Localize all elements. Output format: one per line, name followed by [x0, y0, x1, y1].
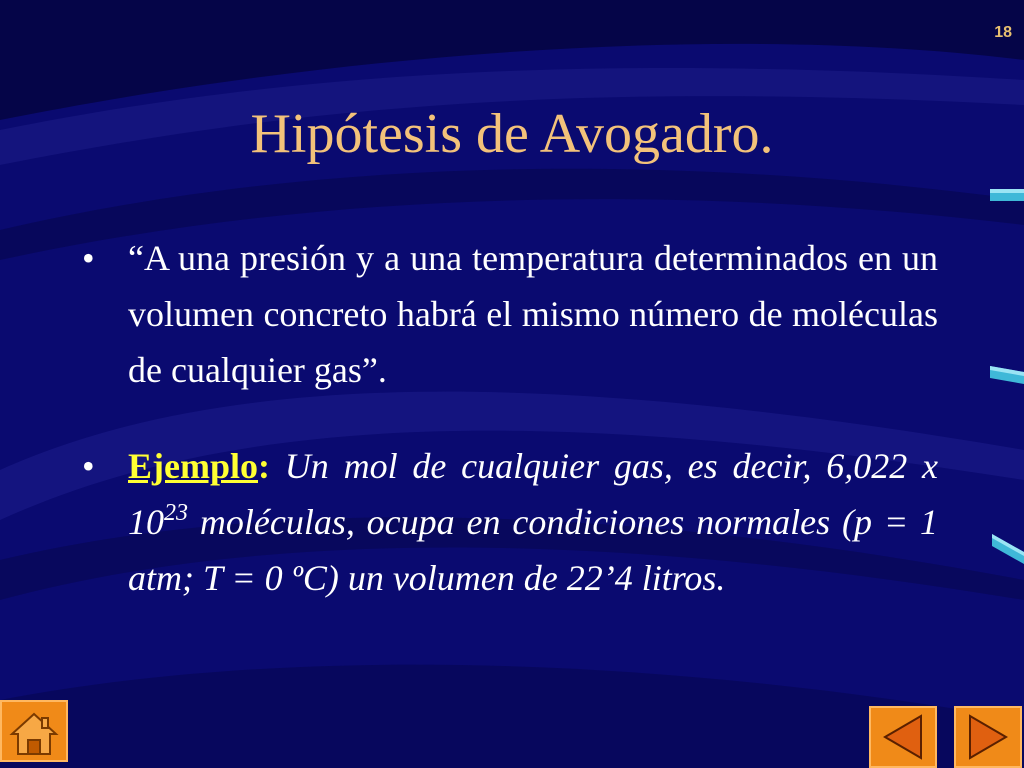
bullet-item-definition [82, 230, 938, 398]
example-label-colon: : [258, 446, 270, 486]
home-button[interactable] [0, 700, 68, 762]
example-exponent: 23 [164, 500, 188, 526]
definition-text: “A una presión y a una temperatura determinados en un volumen concreto habrá el mismo número de moléculas de cualquier gas”. [128, 238, 938, 390]
page-number: 18 [994, 24, 1012, 41]
example-label-text: Ejemplo [128, 446, 258, 486]
decorative-stripe-3 [986, 530, 1024, 566]
decorative-stripe-1 [986, 185, 1024, 205]
slide-title: Hipótesis de Avogadro. [250, 103, 774, 165]
triangle-right-icon [956, 708, 1020, 766]
bullet-list [82, 230, 938, 606]
example-label [128, 446, 270, 486]
bullet-item-example [82, 438, 938, 606]
bullet-dot: • [82, 238, 95, 278]
example-text-part1: Un mol de cualquier gas, es decir, 6,022 x 10 [128, 446, 938, 542]
example-text-part2: moléculas, ocupa en condiciones normales (p = 1 atm; T = 0 ºC) un volumen de 22’4 litros. [128, 502, 938, 598]
previous-slide-button[interactable] [869, 706, 937, 768]
home-icon [2, 702, 66, 760]
decorative-stripe-2 [986, 362, 1024, 386]
bullet-dot: • [82, 446, 95, 486]
next-slide-button[interactable] [954, 706, 1022, 768]
triangle-left-icon [871, 708, 935, 766]
